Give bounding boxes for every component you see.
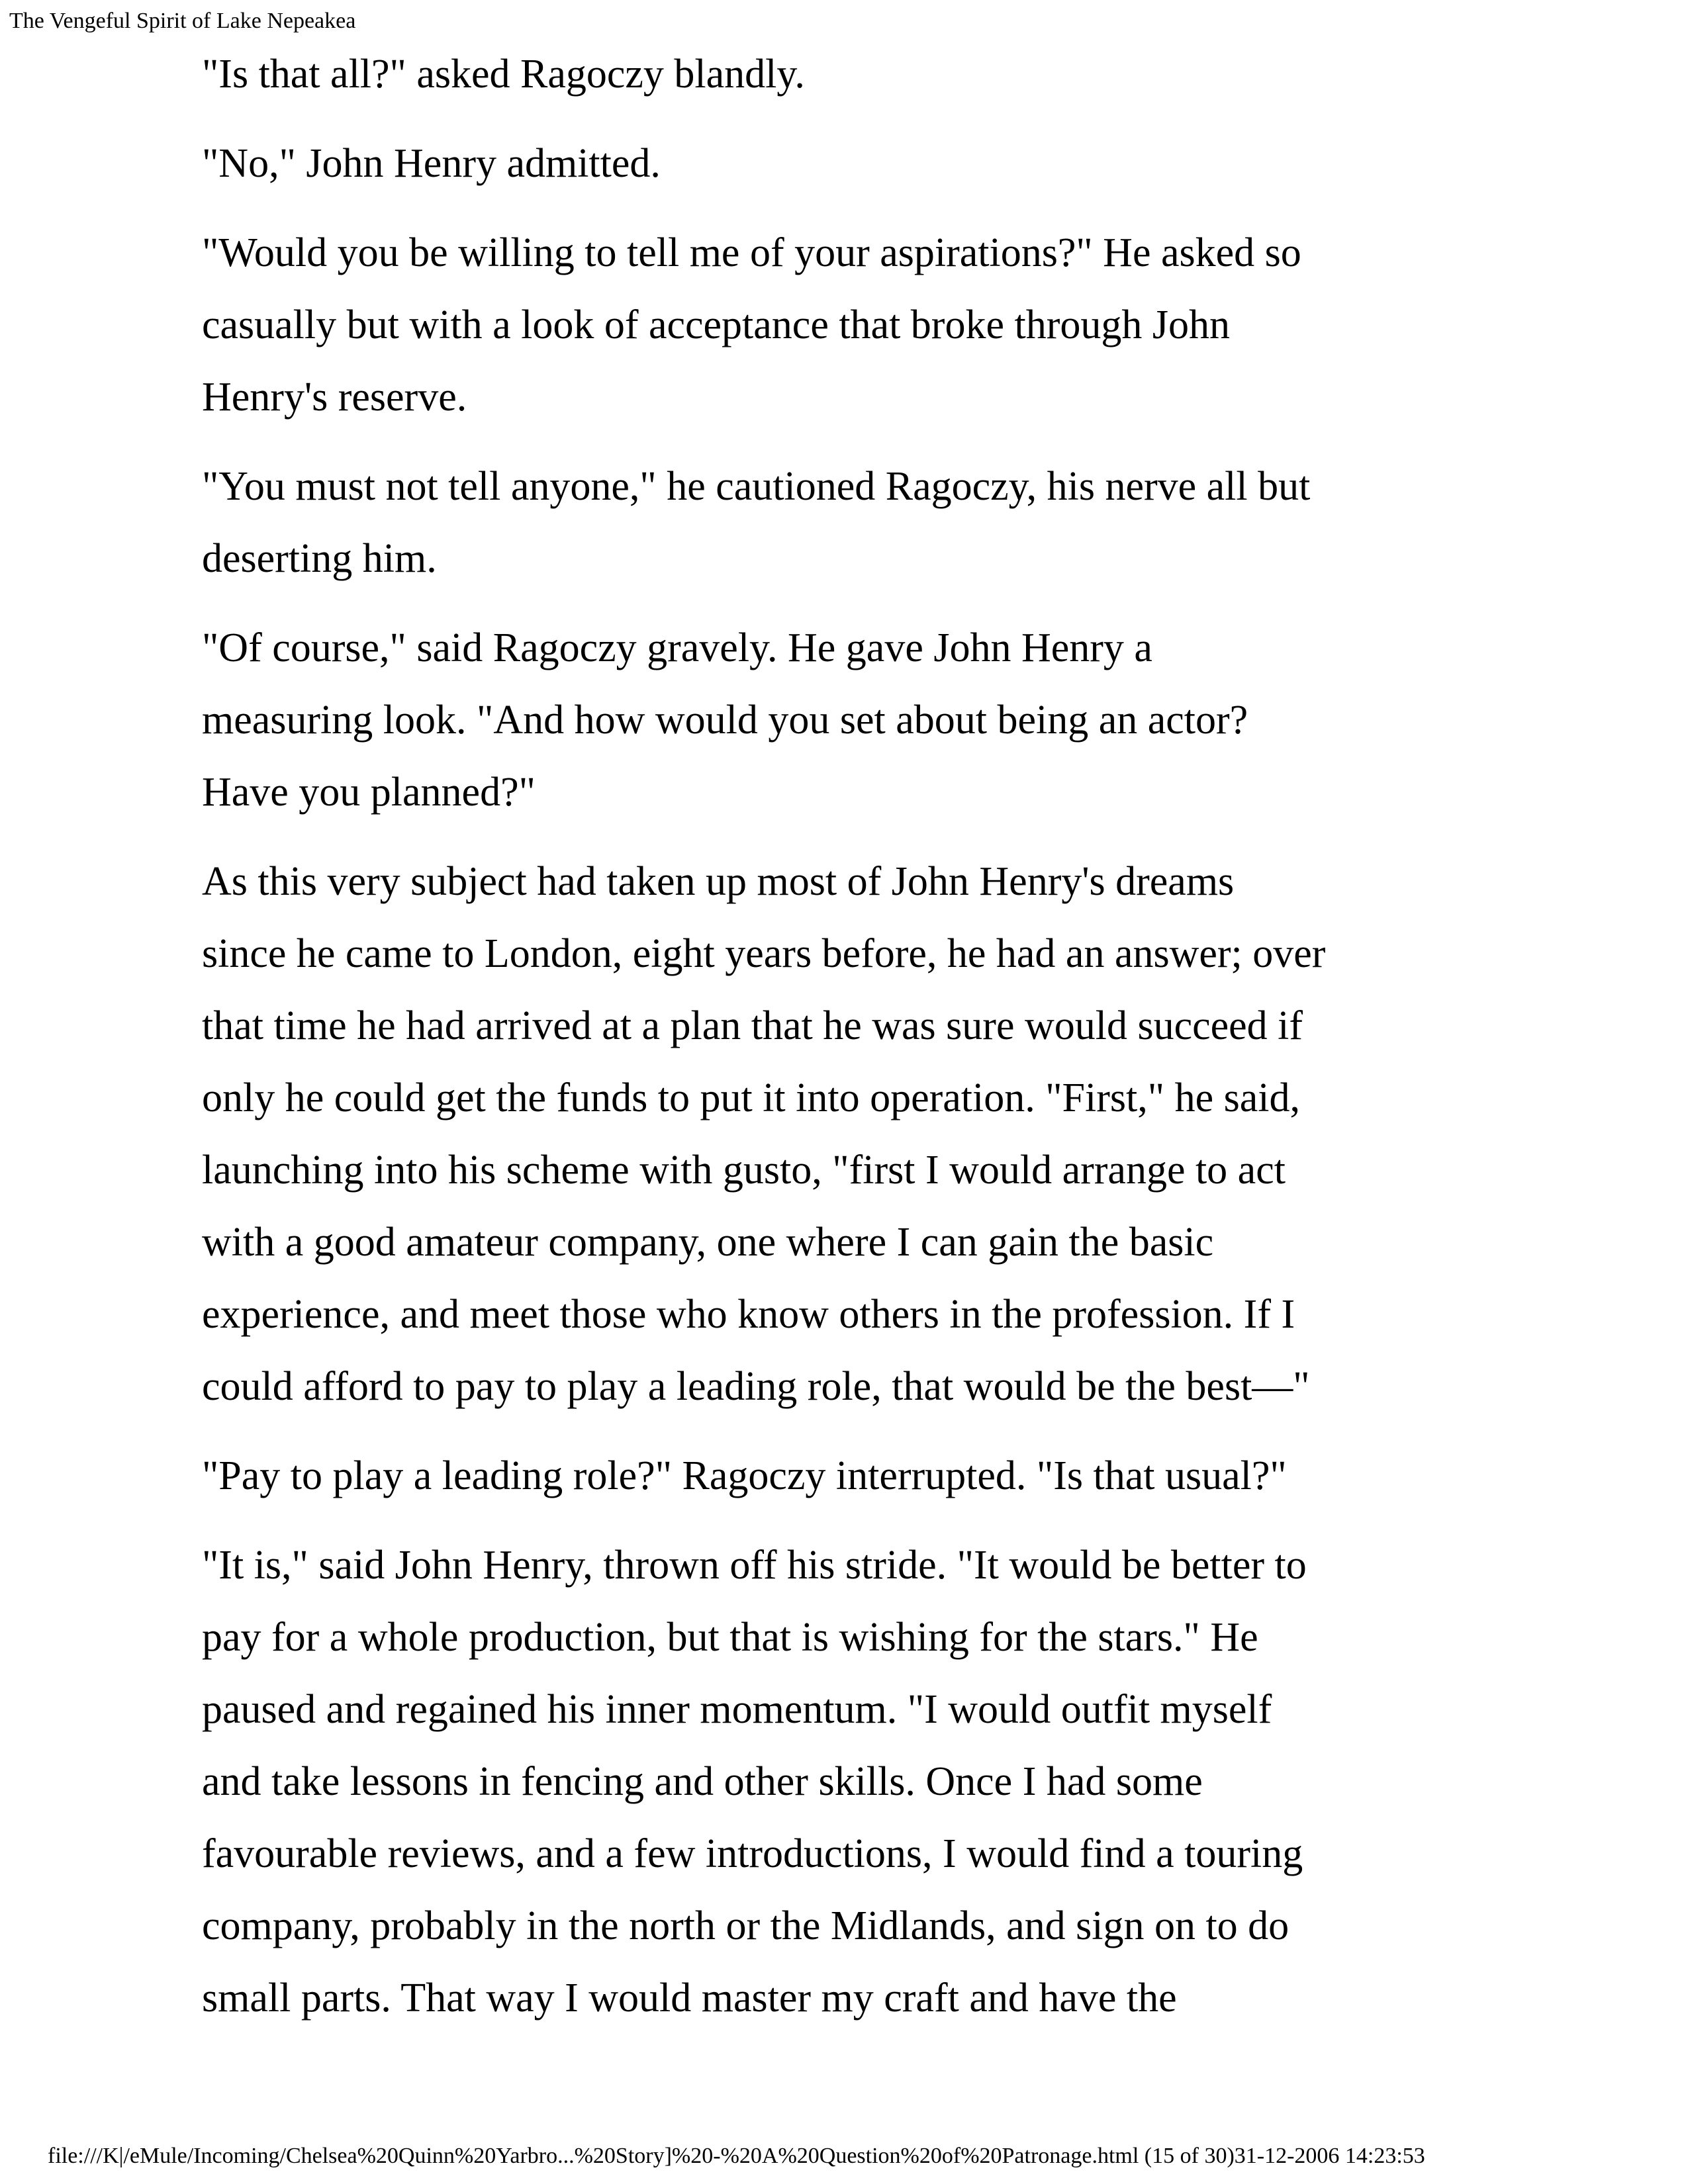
- paragraph: [202, 128, 1493, 200]
- paragraph: [202, 846, 1493, 1423]
- text-line: only he could get the funds to put it into operation. "First," he said,: [202, 1075, 1300, 1120]
- text-line: company, probably in the north or the Midlands, and sign on to do: [202, 1903, 1289, 1948]
- text-line: deserting him.: [202, 536, 437, 581]
- page-footer-path: file:///K|/eMule/Incoming/Chelsea%20Quinn%20Yarbro...%20Story]%20-%20A%20Question%20of%20Patronage.html (15 of 30)31-12-2006 14:23:53: [48, 2144, 1425, 2168]
- paragraph: [202, 1529, 1493, 2034]
- text-line: experience, and meet those who know others in the profession. If I: [202, 1292, 1295, 1337]
- text-line: measuring look. "And how would you set about being an actor?: [202, 698, 1248, 743]
- text-line: small parts. That way I would master my craft and have the: [202, 1976, 1177, 2021]
- text-line: "Would you be willing to tell me of your aspirations?" He asked so: [202, 230, 1301, 275]
- text-line: "Of course," said Ragoczy gravely. He gave John Henry a: [202, 625, 1152, 670]
- text-line: "Is that all?" asked Ragoczy blandly.: [202, 52, 805, 97]
- text-line: launching into his scheme with gusto, "first I would arrange to act: [202, 1148, 1286, 1193]
- text-line: Henry's reserve.: [202, 375, 467, 420]
- paragraph: [202, 612, 1493, 829]
- text-line: that time he had arrived at a plan that he was sure would succeed if: [202, 1003, 1303, 1048]
- paragraph: [202, 1440, 1493, 1512]
- text-line: pay for a whole production, but that is wishing for the stars." He: [202, 1615, 1258, 1660]
- text-line: with a good amateur company, one where I can gain the basic: [202, 1220, 1214, 1265]
- text-line: "It is," said John Henry, thrown off his stride. "It would be better to: [202, 1543, 1307, 1588]
- text-line: As this very subject had taken up most of John Henry's dreams: [202, 859, 1235, 904]
- page-header: The Vengeful Spirit of Lake Nepeakea: [9, 9, 356, 33]
- text-line: favourable reviews, and a few introductions, I would find a touring: [202, 1831, 1303, 1876]
- paragraph: [202, 38, 1493, 111]
- text-line: paused and regained his inner momentum. "I would outfit myself: [202, 1687, 1272, 1732]
- text-line: Have you planned?": [202, 770, 536, 815]
- paragraph: [202, 451, 1493, 595]
- text-line: could afford to pay to play a leading role, that would be the best—": [202, 1364, 1310, 1409]
- body-text: [202, 38, 1493, 2052]
- text-line: and take lessons in fencing and other skills. Once I had some: [202, 1759, 1203, 1804]
- text-line: "No," John Henry admitted.: [202, 141, 661, 186]
- text-line: "Pay to play a leading role?" Ragoczy interrupted. "Is that usual?": [202, 1453, 1287, 1498]
- text-line: "You must not tell anyone," he cautioned Ragoczy, his nerve all but: [202, 464, 1311, 509]
- text-line: casually but with a look of acceptance that broke through John: [202, 302, 1230, 347]
- paragraph: [202, 217, 1493, 433]
- text-line: since he came to London, eight years before, he had an answer; over: [202, 931, 1326, 976]
